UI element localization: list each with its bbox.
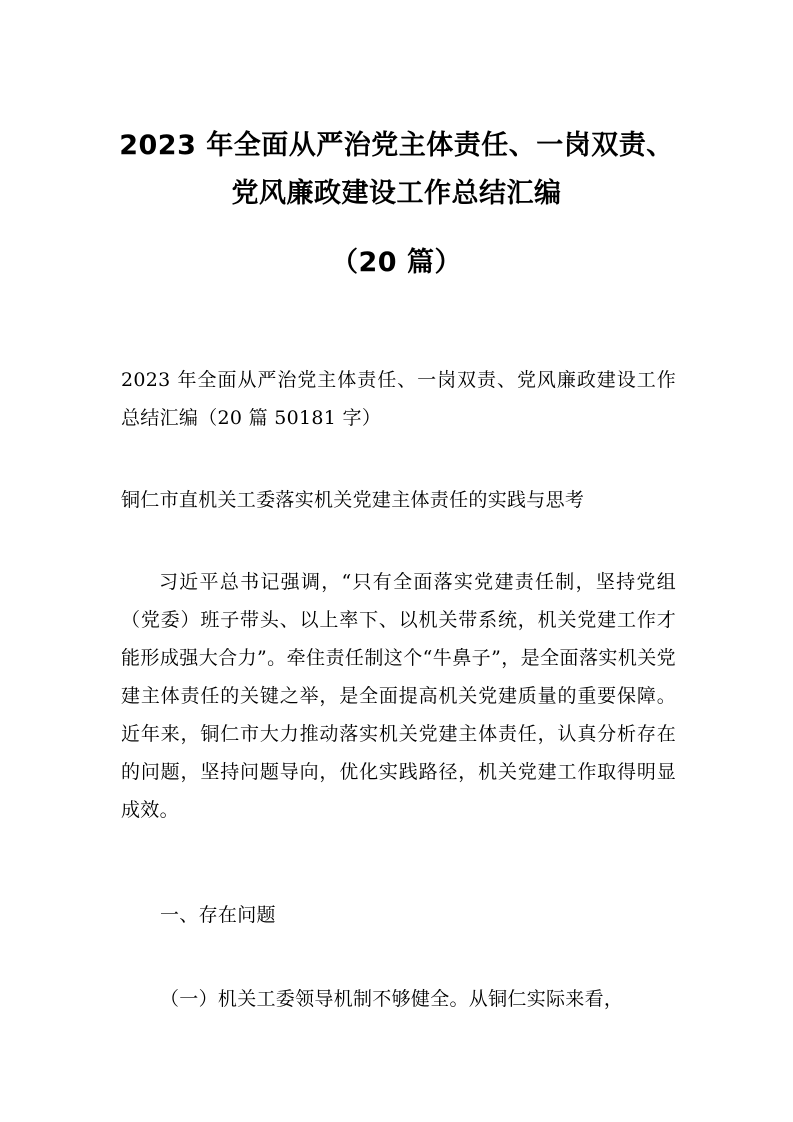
section-heading: 一、存在问题	[160, 904, 276, 926]
document-summary: 2023 年全面从严治党主体责任、一岗双责、党风廉政建设工作总结汇编（20 篇 50181 字）	[121, 369, 676, 429]
intro-paragraph: 习近平总书记强调，“只有全面落实党建责任制，坚持党组（党委）班子带头、以上率下、以机关带系统，机关党建工作才能形成强大合力”。牵住责任制这个“牛鼻子”，是全面落实机关党建主体责任的关键之举，是全面提高机关党建质量的重要保障。近年来，铜仁市大力推动落实机关党建主体责任，认真分析存在的问题，坚持问题导向，优化实践路径，机关党建工作取得明显成效。	[121, 571, 676, 821]
article-subheading: 铜仁市直机关工委落实机关党建主体责任的实践与思考	[121, 489, 585, 511]
document-title-line-2: 党风廉政建设工作总结汇编	[231, 178, 562, 209]
sub-section-text: （一）机关工委领导机制不够健全。从铜仁实际来看，	[160, 988, 624, 1010]
document-title-count: （20 篇）	[331, 247, 462, 278]
document-title-line-1: 2023 年全面从严治党主体责任、一岗双责、	[119, 130, 674, 161]
